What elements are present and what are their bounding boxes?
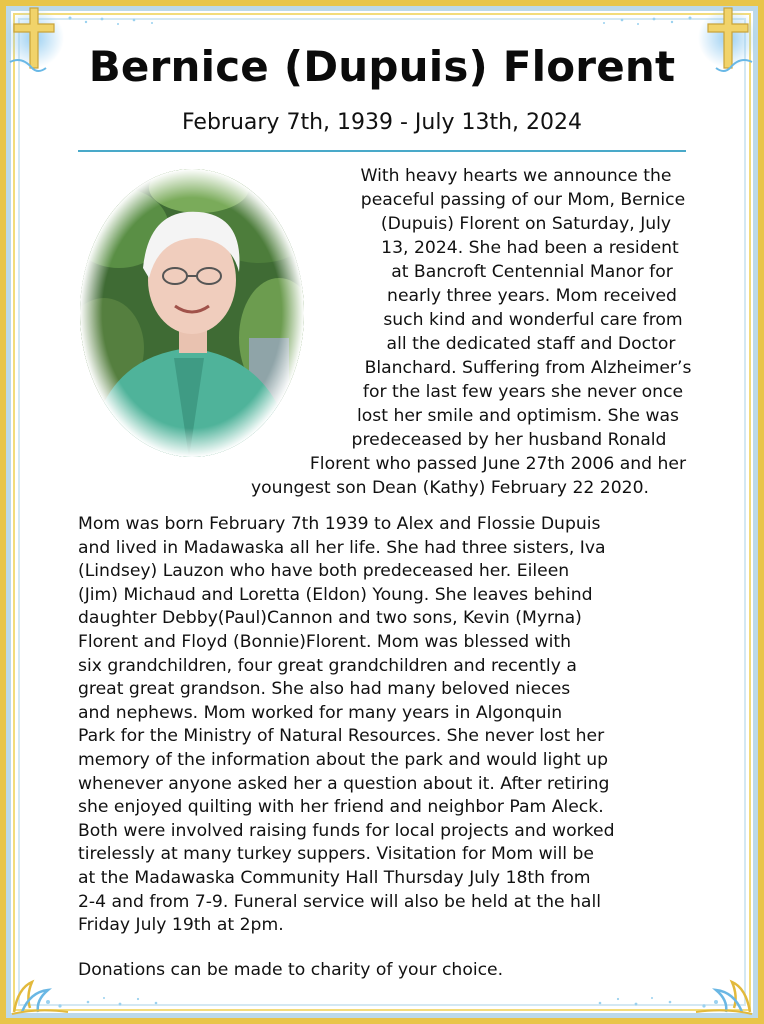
text-line: Florent and Floyd (Bonnie)Florent. Mom was blessed with [78,631,572,652]
flourish-icon [8,968,78,1018]
text-line: Park for the Ministry of Natural Resources. She never lost her [78,726,605,747]
text-line: (Lindsey) Lauzon who have both predeceased her. Eileen [78,561,570,582]
deceased-name-title: Bernice (Dupuis) Florent [88,42,676,91]
text-line: (Dupuis) Florent on Saturday, July [380,214,672,234]
text-line: whenever anyone asked her a question about it. After retiring [78,773,610,794]
text-line: peaceful passing of our Mom, Bernice [360,190,686,210]
text-line: six grandchildren, four great grandchildren and recently a [78,655,577,676]
sparkle-dots [594,10,704,34]
sparkle-dots [580,992,690,1012]
text-line: Both were involved raising funds for local projects and worked [78,820,615,841]
text-line: Blanchard. Suffering from Alzheimer’s [364,358,692,378]
intro-paragraph [205,164,695,500]
text-line: (Jim) Michaud and Loretta (Eldon) Young. She leaves behind [78,584,593,605]
text-line: Friday July 19th at 2pm. [78,915,284,936]
text-line: and nephews. Mom worked for many years in Algonquin [78,702,563,723]
biography-paragraph [78,513,693,938]
text-line: great great grandson. She also had many beloved nieces [78,679,571,700]
text-line: predeceased by her husband Ronald [351,430,667,450]
text-line: youngest son Dean (Kathy) February 22 2020. [251,478,649,498]
flourish-icon [686,968,756,1018]
text-line: Florent who passed June 27th 2006 and her [309,454,687,474]
sparkle-dots [80,992,190,1012]
text-line: at Bancroft Centennial Manor for [391,262,673,282]
text-line: memory of the information about the park and would light up [78,749,609,770]
text-line: tirelessly at many turkey suppers. Visitation for Mom will be [78,844,594,865]
text-line: With heavy hearts we announce the [360,166,672,186]
text-line: 13, 2024. She had been a resident [381,238,679,258]
text-line: such kind and wonderful care from [383,310,683,330]
life-dates: February 7th, 1939 - July 13th, 2024 [181,110,583,135]
text-line: for the last few years she never once [362,382,684,402]
title-divider [78,150,686,152]
donations-note: Donations can be made to charity of your choice. [78,960,504,980]
text-line: at the Madawaska Community Hall Thursday July 18th from [78,867,591,888]
text-line: daughter Debby(Paul)Cannon and two sons, Kevin (Myrna) [78,608,582,629]
text-line: lost her smile and optimism. She was [357,406,679,426]
text-line: nearly three years. Mom received [387,286,677,306]
text-line: Mom was born February 7th 1939 to Alex and Flossie Dupuis [78,514,601,534]
sparkle-dots [60,10,170,34]
text-line: 2-4 and from 7-9. Funeral service will also be held at the hall [78,891,602,912]
text-line: she enjoyed quilting with her friend and neighbor Pam Aleck. [78,797,604,818]
text-line: all the dedicated staff and Doctor [386,334,676,354]
text-line: and lived in Madawaska all her life. She had three sisters, Iva [78,537,606,558]
